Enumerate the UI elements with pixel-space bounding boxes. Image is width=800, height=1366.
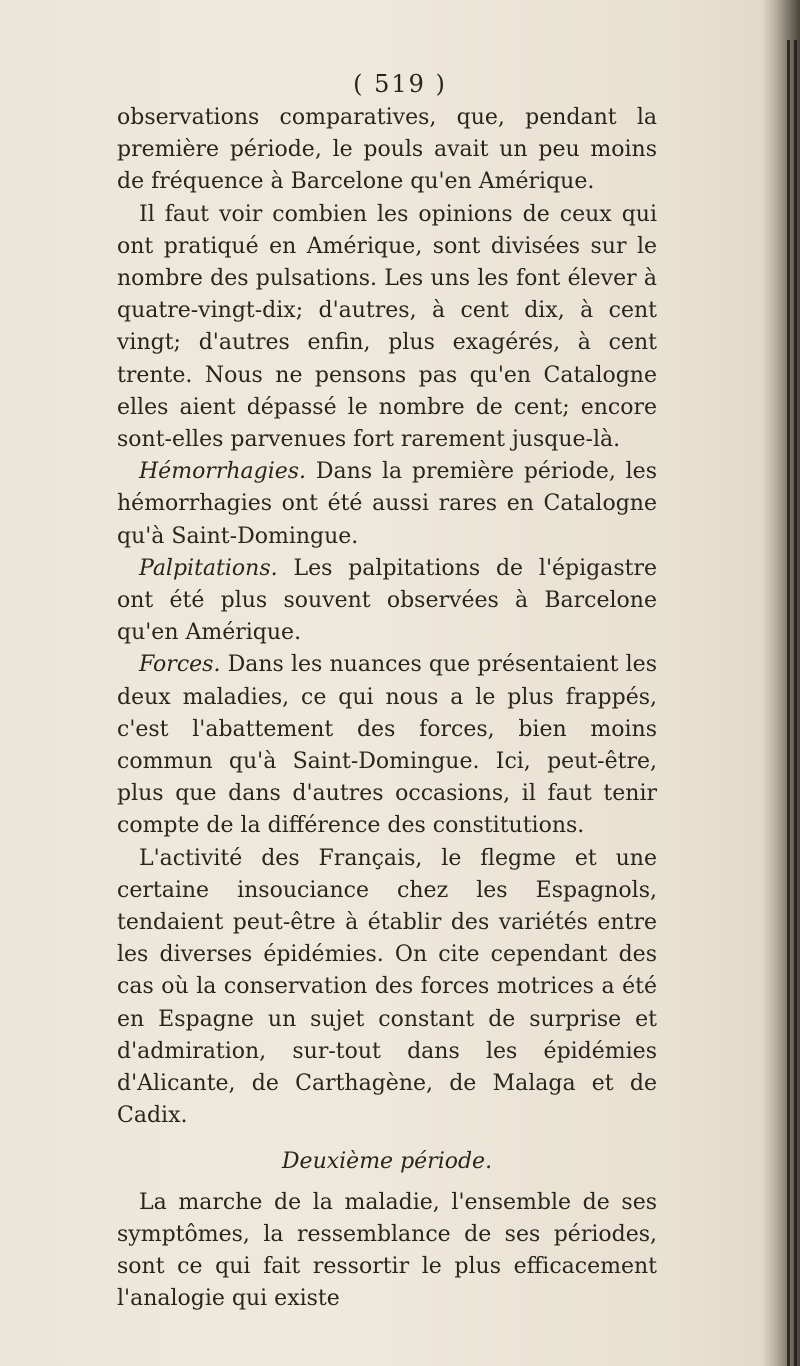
paragraph-second-period (117, 1187, 657, 1316)
text-body (117, 102, 657, 1315)
paragraph-text: Dans les nuances que présentaient les deux maladies, ce qui nous a le plus frappés, c'est l'abattement des forces, bien moins commun qu'à Saint-Domingue. Ici, peut-être, plus que dans d'autres occasions, il faut tenir compte de la différence des constitutions. (117, 652, 657, 839)
paragraph-lead: Palpitations. (139, 555, 278, 581)
paragraph-activity (117, 843, 657, 1133)
page-edge-line (787, 40, 790, 1366)
paragraph-lead: Hémorrhagies. (139, 459, 307, 485)
paragraph-hemorrhagies (117, 456, 657, 553)
paragraph-text: Il faut voir combien les opinions de ceux qui ont pratiqué en Amérique, sont divisées sur le nombre des pulsations. Les uns les font élever à quatre-vingt-dix; d'autres, à cent dix, à cent vingt; d'autres enfin, plus exagérés, à cent trente. Nous ne pensons pas qu'en Catalogne elles aient dépassé le nombre de cent; encore sont-elles parvenues fort rarement jusque-là. (117, 201, 657, 453)
page-edge-line (794, 40, 797, 1366)
paragraph-text: Dans la première période, les hémorrhagies ont été aussi rares en Catalogne qu'à Saint-Domingue. (117, 459, 657, 549)
paragraph-pulse-opinions (117, 199, 657, 457)
paragraph-text: L'activité des Français, le flegme et une certaine insouciance chez les Espagnols, tendaient peut-être à établir des variétés entre les diverses épidémies. On cite cependant des cas où la conservation des forces motrices a été en Espagne un sujet constant de surprise et d'admiration, sur-tout dans les épidémies d'Alicante, de Carthagène, de Malaga et de Cadix. (117, 845, 657, 1129)
paragraph-lead: Forces. (139, 652, 221, 678)
paragraph-continuation (117, 102, 657, 199)
paragraph-text: observations comparatives, que, pendant la première période, le pouls avait un peu moins de fréquence à Barcelone qu'en Amérique. (117, 105, 657, 195)
paragraph-text: La marche de la maladie, l'ensemble de ses symptômes, la ressemblance de ses périodes, sont ce qui fait ressortir le plus efficacement l'analogie qui existe (117, 1189, 657, 1312)
section-heading: Deuxième période. (281, 1148, 493, 1174)
page-number: ( 519 ) (353, 70, 447, 98)
paragraph-forces (117, 649, 657, 842)
paragraph-text: Les palpitations de l'épigastre ont été plus souvent observées à Barcelone qu'en Amérique. (117, 555, 657, 646)
paragraph-palpitations (117, 553, 657, 650)
